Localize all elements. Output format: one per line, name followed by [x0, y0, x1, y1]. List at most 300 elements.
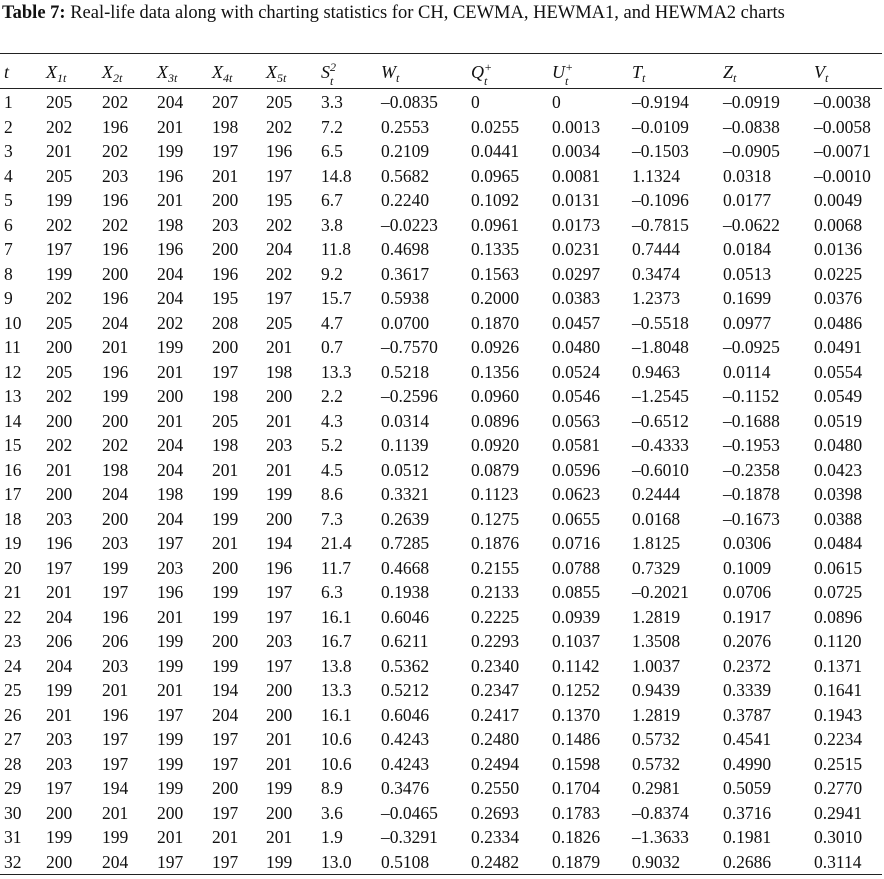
cell-x2: 196: [102, 190, 129, 210]
cell-t: 14: [4, 410, 22, 431]
cell-t: 2: [4, 116, 13, 137]
cell-x3: 199: [157, 778, 184, 798]
cell-u: 0.0480: [552, 337, 601, 357]
cell-x4: 200: [212, 778, 239, 798]
cell-v: –0.0058: [814, 116, 871, 137]
cell-q: 0.0896: [471, 410, 520, 431]
cell-z: –0.1688: [723, 410, 780, 431]
cell-x3: 200: [157, 386, 184, 406]
cell-s2: 0.7: [321, 337, 343, 357]
cell-x1: 200: [46, 484, 73, 504]
cell-tt: 0.5732: [632, 753, 681, 774]
cell-x5: 197: [266, 165, 293, 186]
cell-s2: 16.1: [321, 606, 352, 627]
cell-v: 0.2770: [814, 778, 863, 798]
cell-v: 0.0549: [814, 386, 863, 406]
cell-w: 0.0314: [381, 410, 430, 431]
cell-q: 0.2133: [471, 582, 520, 602]
header-x4: $X_{4t}$: [212, 62, 233, 85]
table-row: [0, 654, 884, 679]
cell-tt: 1.0037: [632, 655, 681, 676]
cell-s2: 15.7: [321, 288, 352, 308]
cell-w: –0.7570: [381, 337, 438, 357]
cell-z: 0.4541: [723, 729, 772, 749]
cell-x4: 208: [212, 312, 239, 333]
header-t: t: [4, 62, 10, 82]
cell-x2: 197: [102, 582, 129, 602]
cell-x1: 203: [46, 729, 73, 749]
cell-x2: 199: [102, 386, 129, 406]
header-z: $Z_t$: [723, 62, 737, 85]
cell-tt: 0.5732: [632, 729, 681, 749]
table-row: [0, 825, 884, 850]
cell-x1: 203: [46, 508, 73, 529]
cell-x5: 199: [266, 484, 293, 504]
table-row: [0, 115, 884, 140]
cell-x2: 196: [102, 361, 129, 382]
header-tt: $T_t$: [632, 62, 646, 85]
cell-t: 20: [4, 557, 22, 578]
cell-u: 0.1370: [552, 704, 601, 725]
cell-u: 0.0939: [552, 606, 601, 627]
cell-x5: 194: [266, 533, 293, 553]
cell-s2: 13.3: [321, 680, 352, 700]
cell-t: 18: [4, 508, 22, 529]
cell-x1: 199: [46, 190, 73, 210]
cell-s2: 10.6: [321, 729, 352, 749]
cell-u: 0.0034: [552, 141, 601, 161]
cell-w: –0.0465: [381, 802, 438, 823]
cell-q: 0.2482: [471, 851, 520, 872]
cell-x1: 202: [46, 386, 73, 406]
cell-tt: 0.9439: [632, 680, 681, 700]
cell-x3: 197: [157, 533, 184, 553]
cell-t: 22: [4, 606, 22, 627]
cell-z: 0.0706: [723, 582, 772, 602]
top-rule: [0, 53, 882, 54]
cell-v: 0.0725: [814, 582, 863, 602]
cell-q: 0: [471, 92, 480, 112]
cell-w: 0.5108: [381, 851, 430, 872]
cell-z: 0.0114: [723, 361, 771, 382]
cell-q: 0.2347: [471, 680, 520, 700]
table-row: [0, 850, 884, 875]
cell-u: 0.0563: [552, 410, 601, 431]
cell-x4: 197: [212, 802, 239, 823]
cell-x5: 201: [266, 459, 293, 480]
cell-t: 25: [4, 680, 22, 700]
cell-x3: 199: [157, 753, 184, 774]
table-row: [0, 482, 884, 507]
cell-x2: 196: [102, 239, 129, 259]
cell-u: 0.1486: [552, 729, 601, 749]
cell-q: 0.1356: [471, 361, 520, 382]
cell-x1: 196: [46, 533, 73, 553]
cell-u: 0.0297: [552, 263, 601, 284]
cell-x3: 201: [157, 827, 184, 847]
cell-u: 0: [552, 92, 561, 112]
cell-q: 0.0961: [471, 214, 520, 235]
cell-u: 0.1704: [552, 778, 601, 798]
cell-w: 0.4243: [381, 729, 430, 749]
cell-t: 4: [4, 165, 13, 186]
cell-u: 0.0383: [552, 288, 601, 308]
cell-s2: 11.8: [321, 239, 351, 259]
cell-x1: 204: [46, 606, 73, 627]
cell-v: 0.0049: [814, 190, 863, 210]
cell-v: 0.1641: [814, 680, 863, 700]
cell-x5: 196: [266, 557, 293, 578]
cell-z: –0.1953: [723, 435, 780, 455]
cell-tt: 0.3474: [632, 263, 681, 284]
cell-x4: 197: [212, 851, 239, 872]
cell-tt: 1.3508: [632, 631, 681, 651]
table-row: [0, 286, 884, 311]
cell-w: –0.0223: [381, 214, 438, 235]
cell-x5: 201: [266, 827, 293, 847]
cell-x2: 194: [102, 778, 129, 798]
cell-u: 0.1783: [552, 802, 601, 823]
cell-w: 0.6211: [381, 631, 429, 651]
cell-x5: 200: [266, 508, 293, 529]
cell-q: 0.0960: [471, 386, 520, 406]
cell-v: 0.1371: [814, 655, 863, 676]
cell-x2: 204: [102, 851, 129, 872]
cell-x1: 197: [46, 778, 73, 798]
cell-x4: 199: [212, 582, 239, 602]
cell-s2: 4.3: [321, 410, 343, 431]
cell-tt: –0.9194: [632, 92, 689, 112]
cell-s2: 8.6: [321, 484, 343, 504]
cell-x3: 201: [157, 361, 184, 382]
cell-w: 0.4243: [381, 753, 430, 774]
cell-x4: 201: [212, 533, 239, 553]
cell-q: 0.2417: [471, 704, 520, 725]
cell-z: –0.1878: [723, 484, 780, 504]
cell-v: –0.0038: [814, 92, 871, 112]
cell-v: 0.0480: [814, 435, 863, 455]
cell-w: 0.1139: [381, 435, 429, 455]
cell-z: 0.0977: [723, 312, 772, 333]
header-x3: $X_{3t}$: [157, 62, 178, 85]
cell-v: 0.0398: [814, 484, 863, 504]
cell-w: 0.4668: [381, 557, 430, 578]
cell-x3: 204: [157, 92, 184, 112]
cell-tt: –1.8048: [632, 337, 689, 357]
cell-x2: 197: [102, 753, 129, 774]
cell-s2: 14.8: [321, 165, 352, 186]
cell-x5: 197: [266, 582, 293, 602]
cell-x5: 200: [266, 680, 293, 700]
cell-z: 0.3787: [723, 704, 772, 725]
table-row: [0, 237, 884, 262]
cell-s2: 8.9: [321, 778, 343, 798]
cell-t: 12: [4, 361, 22, 382]
cell-t: 19: [4, 533, 22, 553]
cell-u: 0.0173: [552, 214, 601, 235]
cell-x3: 199: [157, 729, 184, 749]
cell-w: 0.6046: [381, 606, 430, 627]
table-caption: [2, 2, 880, 24]
cell-z: 0.2076: [723, 631, 772, 651]
cell-tt: 0.2444: [632, 484, 681, 504]
cell-t: 8: [4, 263, 13, 284]
cell-s2: 10.6: [321, 753, 352, 774]
cell-u: 0.0655: [552, 508, 601, 529]
cell-t: 26: [4, 704, 22, 725]
cell-tt: –1.2545: [632, 386, 689, 406]
cell-z: 0.0177: [723, 190, 772, 210]
cell-q: 0.2334: [471, 827, 520, 847]
cell-x5: 203: [266, 435, 293, 455]
table-row: [0, 311, 884, 336]
cell-x1: 205: [46, 165, 73, 186]
cell-q: 0.2293: [471, 631, 520, 651]
cell-s2: 21.4: [321, 533, 352, 553]
cell-x2: 204: [102, 484, 129, 504]
cell-q: 0.1563: [471, 263, 520, 284]
table-row: [0, 801, 884, 826]
cell-x2: 202: [102, 435, 129, 455]
cell-w: 0.4698: [381, 239, 430, 259]
cell-x3: 201: [157, 680, 184, 700]
cell-s2: 13.8: [321, 655, 352, 676]
cell-x1: 205: [46, 312, 73, 333]
cell-u: 0.0596: [552, 459, 601, 480]
cell-t: 28: [4, 753, 22, 774]
cell-x3: 197: [157, 704, 184, 725]
cell-tt: –0.7815: [632, 214, 689, 235]
cell-z: –0.0622: [723, 214, 780, 235]
cell-v: 0.0068: [814, 214, 863, 235]
cell-u: 0.0457: [552, 312, 601, 333]
header-s2: S 2 t: [321, 60, 336, 88]
cell-v: 0.2234: [814, 729, 863, 749]
cell-z: 0.0318: [723, 165, 772, 186]
cell-q: 0.1335: [471, 239, 520, 259]
cell-z: 0.3716: [723, 802, 772, 823]
cell-x4: 207: [212, 92, 239, 112]
cell-x4: 199: [212, 484, 239, 504]
cell-x2: 201: [102, 680, 129, 700]
table-row: [0, 605, 884, 630]
cell-tt: 1.8125: [632, 533, 681, 553]
cell-u: 0.0581: [552, 435, 601, 455]
cell-x3: 196: [157, 582, 184, 602]
cell-q: 0.0926: [471, 337, 520, 357]
cell-v: 0.0554: [814, 361, 863, 382]
cell-tt: –0.4333: [632, 435, 689, 455]
table-row: [0, 678, 884, 703]
cell-x2: 199: [102, 557, 129, 578]
cell-x2: 198: [102, 459, 129, 480]
cell-x3: 199: [157, 141, 184, 161]
cell-u: 0.1598: [552, 753, 601, 774]
cell-s2: 13.0: [321, 851, 352, 872]
cell-t: 10: [4, 312, 22, 333]
cell-v: 0.0423: [814, 459, 863, 480]
table-header: [0, 58, 884, 88]
table-row: [0, 384, 884, 409]
cell-s2: 3.6: [321, 802, 343, 823]
header-x1: $X_{1t}$: [46, 62, 67, 85]
cell-x5: 202: [266, 116, 293, 137]
cell-x3: 196: [157, 239, 184, 259]
header-v: $V_t$: [814, 62, 829, 85]
header-rule: [0, 88, 882, 89]
cell-t: 15: [4, 435, 22, 455]
cell-z: 0.1981: [723, 827, 772, 847]
cell-w: 0.5938: [381, 288, 430, 308]
cell-v: 0.0484: [814, 533, 863, 553]
cell-tt: 0.0168: [632, 508, 681, 529]
cell-x1: 201: [46, 141, 73, 161]
cell-x5: 203: [266, 631, 293, 651]
cell-x1: 199: [46, 827, 73, 847]
cell-t: 13: [4, 386, 22, 406]
cell-q: 0.1123: [471, 484, 519, 504]
cell-w: 0.6046: [381, 704, 430, 725]
table-row: [0, 556, 884, 581]
cell-x2: 196: [102, 288, 129, 308]
cell-z: –0.1152: [723, 386, 780, 406]
table-row: [0, 360, 884, 385]
cell-x1: 201: [46, 459, 73, 480]
cell-x4: 200: [212, 239, 239, 259]
cell-x5: 201: [266, 753, 293, 774]
cell-w: 0.3321: [381, 484, 430, 504]
cell-z: –0.1673: [723, 508, 780, 529]
cell-x3: 197: [157, 851, 184, 872]
cell-tt: –0.2021: [632, 582, 689, 602]
table-row: [0, 531, 884, 556]
cell-x2: 202: [102, 214, 129, 235]
cell-x1: 199: [46, 263, 73, 284]
cell-x2: 204: [102, 312, 129, 333]
cell-w: 0.3617: [381, 263, 430, 284]
cell-x5: 195: [266, 190, 293, 210]
cell-u: 0.0524: [552, 361, 601, 382]
caption-text: Real-life data along with charting statistics for CH, CEWMA, HEWMA1, and HEWMA2 charts: [70, 3, 785, 23]
cell-q: 0.2693: [471, 802, 520, 823]
cell-x2: 199: [102, 827, 129, 847]
cell-s2: 3.3: [321, 92, 343, 112]
cell-x3: 196: [157, 165, 184, 186]
table-row: [0, 409, 884, 434]
cell-x4: 200: [212, 337, 239, 357]
cell-q: 0.2225: [471, 606, 520, 627]
data-table: [0, 90, 884, 874]
cell-w: 0.2553: [381, 116, 430, 137]
cell-tt: 0.2981: [632, 778, 681, 798]
cell-x5: 201: [266, 337, 293, 357]
cell-w: 0.5212: [381, 680, 430, 700]
cell-w: 0.1938: [381, 582, 430, 602]
cell-x1: 201: [46, 582, 73, 602]
cell-w: 0.5682: [381, 165, 430, 186]
cell-x2: 201: [102, 802, 129, 823]
cell-u: 0.0131: [552, 190, 601, 210]
cell-t: 5: [4, 190, 13, 210]
cell-x2: 196: [102, 116, 129, 137]
cell-w: –0.0835: [381, 92, 438, 112]
cell-x3: 203: [157, 557, 184, 578]
cell-u: 0.0855: [552, 582, 601, 602]
cell-x1: 197: [46, 557, 73, 578]
cell-w: 0.5362: [381, 655, 430, 676]
table-row: [0, 188, 884, 213]
cell-x4: 205: [212, 410, 239, 431]
table-row: [0, 703, 884, 728]
cell-w: –0.3291: [381, 827, 438, 847]
cell-t: 21: [4, 582, 22, 602]
cell-x1: 201: [46, 704, 73, 725]
cell-t: 24: [4, 655, 22, 676]
cell-x4: 199: [212, 655, 239, 676]
table-row: [0, 629, 884, 654]
cell-x5: 197: [266, 288, 293, 308]
cell-x3: 204: [157, 288, 184, 308]
cell-v: 0.0136: [814, 239, 863, 259]
cell-x5: 200: [266, 386, 293, 406]
cell-u: 0.0013: [552, 116, 601, 137]
header-w: $W_t$: [381, 62, 400, 85]
cell-x1: 205: [46, 92, 73, 112]
cell-x2: 203: [102, 533, 129, 553]
cell-u: 0.0623: [552, 484, 601, 504]
cell-z: 0.2686: [723, 851, 772, 872]
cell-x5: 197: [266, 655, 293, 676]
cell-t: 23: [4, 631, 22, 651]
cell-x4: 195: [212, 288, 239, 308]
cell-x5: 197: [266, 606, 293, 627]
cell-tt: 0.9032: [632, 851, 681, 872]
cell-x5: 205: [266, 92, 293, 112]
cell-x1: 197: [46, 239, 73, 259]
cell-s2: 11.7: [321, 557, 351, 578]
cell-x1: 199: [46, 680, 73, 700]
cell-x2: 197: [102, 729, 129, 749]
cell-x5: 200: [266, 802, 293, 823]
cell-v: –0.0010: [814, 165, 871, 186]
cell-x2: 200: [102, 508, 129, 529]
cell-x3: 201: [157, 606, 184, 627]
table-row: [0, 507, 884, 532]
cell-x3: 204: [157, 508, 184, 529]
cell-t: 7: [4, 239, 13, 259]
cell-x4: 197: [212, 141, 239, 161]
cell-x2: 196: [102, 606, 129, 627]
cell-q: 0.0441: [471, 141, 520, 161]
table-row: [0, 776, 884, 801]
table-row: [0, 335, 884, 360]
table-body: [0, 90, 884, 874]
cell-u: 0.0546: [552, 386, 601, 406]
table-row: [0, 433, 884, 458]
cell-x4: 200: [212, 557, 239, 578]
cell-t: 11: [4, 337, 21, 357]
cell-v: 0.0388: [814, 508, 863, 529]
cell-x5: 205: [266, 312, 293, 333]
table-row: [0, 727, 884, 752]
cell-x1: 200: [46, 410, 73, 431]
cell-v: 0.2515: [814, 753, 863, 774]
cell-x4: 200: [212, 190, 239, 210]
cell-w: –0.2596: [381, 386, 438, 406]
cell-tt: –0.6010: [632, 459, 689, 480]
cell-s2: 7.3: [321, 508, 343, 529]
cell-x2: 203: [102, 165, 129, 186]
